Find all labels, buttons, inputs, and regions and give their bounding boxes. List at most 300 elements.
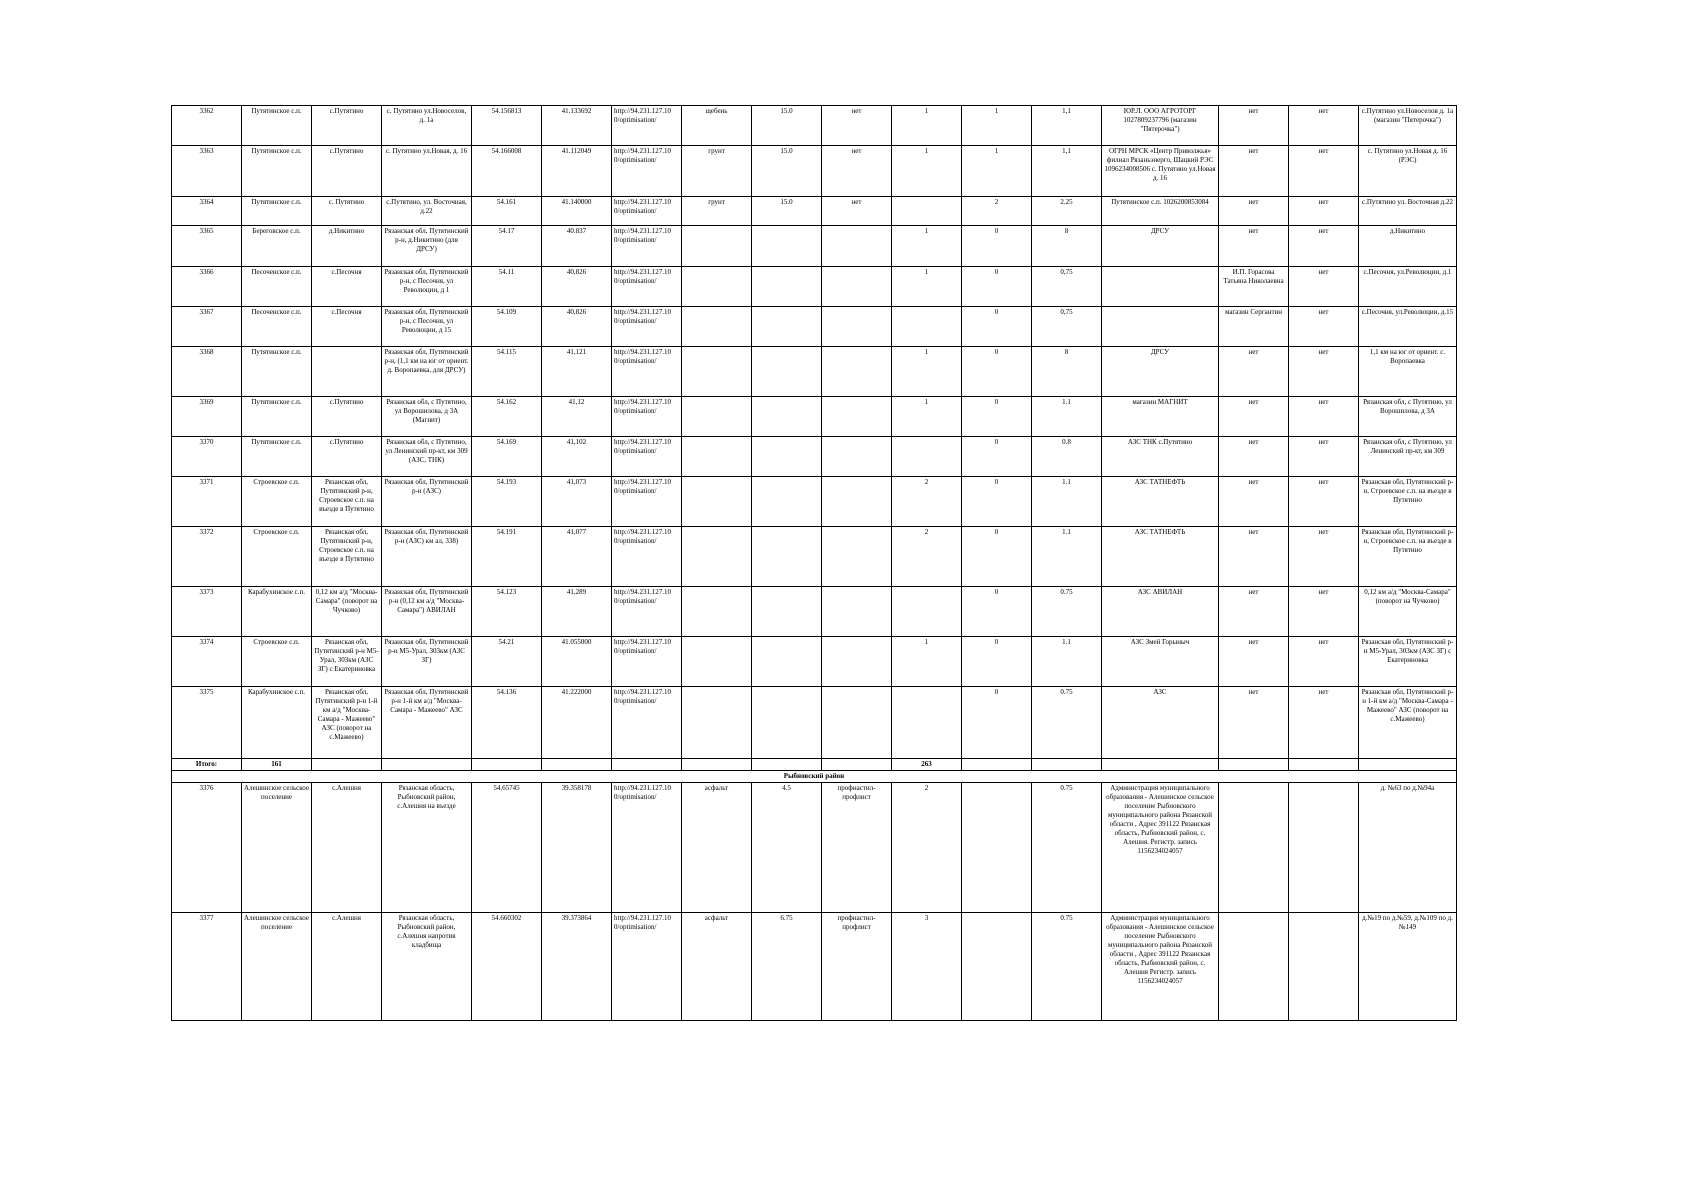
cover-cell (822, 347, 892, 397)
owner-cell: АЗС ТНК с.Путятино (1102, 437, 1219, 477)
cover-cell (822, 437, 892, 477)
cover-cell (822, 267, 892, 307)
place-cell: Рязанская обл, Путятинский р-н 1-й км а/д "Москва-Самара - Мажеево" АЗС (поворот на с.Мажеево) (312, 687, 382, 759)
latitude-cell: 54.21 (472, 637, 542, 687)
field2-cell: нет (1289, 267, 1359, 307)
area-cell (752, 397, 822, 437)
total-empty-cell (1289, 759, 1359, 771)
row-number: 3373 (172, 587, 242, 637)
owner-cell: АЗС (1102, 687, 1219, 759)
row-number: 3368 (172, 347, 242, 397)
url-cell: http://94.231.127.10 0/optimisation/ (612, 397, 682, 437)
owner-cell: АЗС АВИЛАН (1102, 587, 1219, 637)
volume-cell: 0.75 (1032, 687, 1102, 759)
latitude-cell: 54.169 (472, 437, 542, 477)
surface-cell: асфальт (682, 783, 752, 913)
containers-planned-cell: 0 (962, 437, 1032, 477)
address-cell: Рязанская обл, Путятинский р-н 1-й км а/д "Москва-Самара - Мажеево" АЗС (382, 687, 472, 759)
surface-cell (682, 587, 752, 637)
field2-cell (1289, 913, 1359, 1021)
row-number: 3366 (172, 267, 242, 307)
longitude-cell: 41.133692 (542, 106, 612, 146)
field2-cell: нет (1289, 226, 1359, 267)
place-cell: с.Песочня (312, 307, 382, 347)
containers-planned-cell: 0 (962, 637, 1032, 687)
url-cell: http://94.231.127.10 0/optimisation/ (612, 913, 682, 1021)
containers-planned-cell (962, 913, 1032, 1021)
area-cell (752, 267, 822, 307)
containers-planned-cell: 0 (962, 307, 1032, 347)
address-cell: Рязанская обл, Путятинский р-н, с Песочня, ул Революции, д 15 (382, 307, 472, 347)
settlement-cell: Алешинское сельское поселение (242, 783, 312, 913)
latitude-cell: 54.166008 (472, 146, 542, 197)
settlement-cell: Песоченское с.п. (242, 267, 312, 307)
row-number: 3363 (172, 146, 242, 197)
total-empty-cell (1359, 759, 1457, 771)
url-cell: http://94.231.127.10 0/optimisation/ (612, 347, 682, 397)
source-cell: с.Путятино ул.Новоселов д. 1а (магазин "Пятерочка") (1359, 106, 1457, 146)
address-cell: Рязанская обл, Путятинский р-н, (1,1 км на юг от ориент. д. Воропаевка, для ДРСУ) (382, 347, 472, 397)
settlement-cell: Путятинское с.п. (242, 197, 312, 226)
source-cell: 1,1 км на юг от ориент. с. Воропаевка (1359, 347, 1457, 397)
containers-cell: 1 (892, 146, 962, 197)
area-cell: 6.75 (752, 913, 822, 1021)
volume-cell: 0.8 (1032, 437, 1102, 477)
containers-cell: 1 (892, 226, 962, 267)
longitude-cell: 41,077 (542, 527, 612, 587)
area-cell (752, 637, 822, 687)
field2-cell: нет (1289, 397, 1359, 437)
containers-cell: 1 (892, 637, 962, 687)
cover-cell (822, 477, 892, 527)
row-number: 3362 (172, 106, 242, 146)
url-cell: http://94.231.127.10 0/optimisation/ (612, 267, 682, 307)
owner-cell: Администрация муниципального образования - Алешинское сельское поселение Рыбновского муниципального района Рязанской области , Адрес 391122 Рязанская область, Рыбновский район, с. Алешня Регистр. запись 1156234024057 (1102, 913, 1219, 1021)
url-cell: http://94.231.127.10 0/optimisation/ (612, 587, 682, 637)
surface-cell: асфальт (682, 913, 752, 1021)
url-cell: http://94.231.127.10 0/optimisation/ (612, 106, 682, 146)
address-cell: Рязанская область, Рыбновский район, с.Алешня на въезде (382, 783, 472, 913)
row-number: 3367 (172, 307, 242, 347)
volume-cell: 8 (1032, 226, 1102, 267)
total-count: 161 (242, 759, 312, 771)
containers-planned-cell: 2 (962, 197, 1032, 226)
address-cell: Рязанская обл, Путятинский р-н (0,12 км а/д "Москва-Самара") АВИЛАН (382, 587, 472, 637)
owner-cell: ЮР.Л. ООО АГРОТОРГ 1027809237796 (магазин "Пятерочка") (1102, 106, 1219, 146)
owner-cell (1102, 267, 1219, 307)
settlement-cell: Строевское с.п. (242, 637, 312, 687)
area-cell: 15.0 (752, 146, 822, 197)
containers-planned-cell: 0 (962, 267, 1032, 307)
area-cell (752, 687, 822, 759)
table-row (172, 146, 1457, 197)
containers-cell (892, 307, 962, 347)
cover-cell: профнастил-профлист (822, 913, 892, 1021)
table-row (172, 637, 1457, 687)
area-cell (752, 307, 822, 347)
table-row (172, 913, 1457, 1021)
source-cell: с.Путятино ул. Восточная д.22 (1359, 197, 1457, 226)
cover-cell (822, 397, 892, 437)
longitude-cell: 41.222000 (542, 687, 612, 759)
place-cell: Рязанская обл, Путятинский р-н М5-Урал, 303км (АЗС ЗГ) с Екатериновка (312, 637, 382, 687)
cover-cell: нет (822, 197, 892, 226)
url-cell: http://94.231.127.10 0/optimisation/ (612, 146, 682, 197)
latitude-cell: 54.109 (472, 307, 542, 347)
total-row (172, 759, 1457, 771)
field-cell: И.П. Горасова Татьяна Николаевна (1219, 267, 1289, 307)
row-number: 3374 (172, 637, 242, 687)
containers-planned-cell: 0 (962, 226, 1032, 267)
longitude-cell: 40,826 (542, 307, 612, 347)
address-cell: Рязанская обл, Путятинский р-н, с Песочня, ул Революции, д 1 (382, 267, 472, 307)
place-cell: с. Путятино (312, 197, 382, 226)
containers-planned-cell: 0 (962, 397, 1032, 437)
field-cell: нет (1219, 397, 1289, 437)
settlement-cell: Путятинское с.п. (242, 347, 312, 397)
latitude-cell: 54.162 (472, 397, 542, 437)
settlement-cell: Путятинское с.п. (242, 146, 312, 197)
place-cell: с.Путятино (312, 437, 382, 477)
owner-cell: магазин МАГНИТ (1102, 397, 1219, 437)
url-cell: http://94.231.127.10 0/optimisation/ (612, 437, 682, 477)
table-row (172, 587, 1457, 637)
settlement-cell: Карабухинское с.п. (242, 687, 312, 759)
total-empty-cell (1032, 759, 1102, 771)
containers-cell: 2 (892, 783, 962, 913)
containers-cell: 2 (892, 477, 962, 527)
containers-planned-cell: 0 (962, 347, 1032, 397)
field-cell: нет (1219, 226, 1289, 267)
field-cell: нет (1219, 106, 1289, 146)
url-cell: http://94.231.127.10 0/optimisation/ (612, 783, 682, 913)
volume-cell: 1.1 (1032, 527, 1102, 587)
containers-planned-cell: 0 (962, 477, 1032, 527)
source-cell: Рязанская обл, Путятинский р-н 1-й км а/д "Москва-Самара - Мажеево" АЗС (поворот на с.Мажеево) (1359, 687, 1457, 759)
total-empty-cell (312, 759, 382, 771)
longitude-cell: 41,289 (542, 587, 612, 637)
place-cell: Рязанская обл, Путятинский р-н, Строевское с.п. на въезде в Путятино (312, 527, 382, 587)
cover-cell (822, 687, 892, 759)
place-cell (312, 347, 382, 397)
source-cell: д. №63 по д.№94а (1359, 783, 1457, 913)
area-cell: 4.5 (752, 783, 822, 913)
surface-cell (682, 397, 752, 437)
cover-cell: профнастил-профлист (822, 783, 892, 913)
field2-cell: нет (1289, 587, 1359, 637)
settlement-cell: Путятинское с.п. (242, 437, 312, 477)
field-cell: нет (1219, 527, 1289, 587)
containers-planned-cell: 1 (962, 106, 1032, 146)
source-cell: с. Путятино ул.Новая д. 16 (РЭС) (1359, 146, 1457, 197)
settlement-cell: Песоченское с.п. (242, 307, 312, 347)
latitude-cell: 54.11 (472, 267, 542, 307)
surface-cell (682, 477, 752, 527)
containers-cell: 3 (892, 913, 962, 1021)
source-cell: с.Песочня, ул.Революции, д.1 (1359, 267, 1457, 307)
containers-cell (892, 587, 962, 637)
containers-planned-cell: 1 (962, 146, 1032, 197)
cover-cell (822, 527, 892, 587)
total-empty-cell (542, 759, 612, 771)
district-title: Рыбновский район (172, 771, 1457, 783)
latitude-cell: 54.191 (472, 527, 542, 587)
total-empty-cell (382, 759, 472, 771)
settlement-cell: Путятинское с.п. (242, 397, 312, 437)
table-row (172, 397, 1457, 437)
field-cell (1219, 913, 1289, 1021)
field-cell: нет (1219, 587, 1289, 637)
volume-cell: 0.75 (1032, 913, 1102, 1021)
owner-cell: АЗС ТАТНЕФТЬ (1102, 477, 1219, 527)
containers-cell: 1 (892, 267, 962, 307)
longitude-cell: 41.112049 (542, 146, 612, 197)
containers-planned-cell (962, 783, 1032, 913)
source-cell: Рязанская обл, с Путятино, ул Ленинский пр-кт, км 309 (1359, 437, 1457, 477)
latitude-cell: 54.65745 (472, 783, 542, 913)
volume-cell: 1,1 (1032, 146, 1102, 197)
source-cell: Рязанская обл, с Путятино, ул Ворошилова, д 3А (1359, 397, 1457, 437)
containers-cell (892, 197, 962, 226)
field2-cell: нет (1289, 307, 1359, 347)
table-row (172, 687, 1457, 759)
field2-cell: нет (1289, 687, 1359, 759)
url-cell: http://94.231.127.10 0/optimisation/ (612, 687, 682, 759)
table-row (172, 347, 1457, 397)
field-cell: нет (1219, 477, 1289, 527)
url-cell: http://94.231.127.10 0/optimisation/ (612, 637, 682, 687)
settlement-cell: Строевское с.п. (242, 477, 312, 527)
table-row (172, 106, 1457, 146)
area-cell (752, 437, 822, 477)
source-cell: с.Песочня, ул.Революции, д.15 (1359, 307, 1457, 347)
url-cell: http://94.231.127.10 0/optimisation/ (612, 527, 682, 587)
field-cell: нет (1219, 687, 1289, 759)
volume-cell: 0,75 (1032, 307, 1102, 347)
field2-cell: нет (1289, 106, 1359, 146)
row-number: 3376 (172, 783, 242, 913)
field2-cell: нет (1289, 477, 1359, 527)
longitude-cell: 41.055000 (542, 637, 612, 687)
containers-cell (892, 687, 962, 759)
cover-cell: нет (822, 106, 892, 146)
field2-cell: нет (1289, 347, 1359, 397)
field2-cell: нет (1289, 637, 1359, 687)
table-row (172, 307, 1457, 347)
owner-cell: АЗС Змей Горыныч (1102, 637, 1219, 687)
row-number: 3372 (172, 527, 242, 587)
latitude-cell: 54.161 (472, 197, 542, 226)
longitude-cell: 40.837 (542, 226, 612, 267)
settlement-cell: Карабухинское с.п. (242, 587, 312, 637)
row-number: 3369 (172, 397, 242, 437)
owner-cell (1102, 307, 1219, 347)
latitude-cell: 54.115 (472, 347, 542, 397)
cover-cell (822, 226, 892, 267)
source-cell: Рязанская обл, Путятинский р-н М5-Урал, 303км (АЗС ЗГ) с Екатериновка (1359, 637, 1457, 687)
area-cell (752, 347, 822, 397)
containers-planned-cell: 0 (962, 527, 1032, 587)
owner-cell: ДРСУ (1102, 347, 1219, 397)
row-number: 3364 (172, 197, 242, 226)
owner-cell: АЗС ТАТНЕФТЬ (1102, 527, 1219, 587)
source-cell: д.Никитино (1359, 226, 1457, 267)
owner-cell: ОГРН МРСК «Центр Приволжья» филиал Рязаньэнерго, Шацкий РЭС 1096234008506 с. Путятино ул.Новая д. 16 (1102, 146, 1219, 197)
total-label: Итого: (172, 759, 242, 771)
area-cell: 15.0 (752, 197, 822, 226)
longitude-cell: 41,121 (542, 347, 612, 397)
table-row (172, 267, 1457, 307)
table-row (172, 477, 1457, 527)
field-cell: магазин Сергантин (1219, 307, 1289, 347)
surface-cell: грунт (682, 197, 752, 226)
place-cell: Рязанская обл, Путятинский р-н, Строевское с.п. на въезде в Путятино (312, 477, 382, 527)
place-cell: с.Путятино (312, 106, 382, 146)
cover-cell (822, 637, 892, 687)
containers-cell (892, 437, 962, 477)
containers-cell: 1 (892, 347, 962, 397)
latitude-cell: 54.17 (472, 226, 542, 267)
table-row (172, 437, 1457, 477)
area-cell (752, 226, 822, 267)
area-cell (752, 477, 822, 527)
url-cell: http://94.231.127.10 0/optimisation/ (612, 226, 682, 267)
field-cell (1219, 783, 1289, 913)
surface-cell: грунт (682, 146, 752, 197)
place-cell: с.Алешня (312, 783, 382, 913)
total-empty-cell (682, 759, 752, 771)
registry-table (171, 105, 1457, 1021)
source-cell: Рязанская обл, Путятинский р-н, Строевское с.п. на въезде в Путятино (1359, 477, 1457, 527)
address-cell: с. Путятино ул.Новая, д. 16 (382, 146, 472, 197)
field-cell: нет (1219, 347, 1289, 397)
address-cell: Рязанская обл, Путятинский р-н М5-Урал, 303км (АЗС ЗГ) (382, 637, 472, 687)
field-cell: нет (1219, 637, 1289, 687)
latitude-cell: 54.123 (472, 587, 542, 637)
address-cell: Рязанская обл, с Путятино, ул Ворошилова, д 3А (Магнит) (382, 397, 472, 437)
field-cell: нет (1219, 146, 1289, 197)
total-empty-cell (962, 759, 1032, 771)
owner-cell: ДРСУ (1102, 226, 1219, 267)
field2-cell (1289, 783, 1359, 913)
field-cell: нет (1219, 197, 1289, 226)
address-cell: с. Путятино ул.Новоселов, д. 1а (382, 106, 472, 146)
containers-cell: 2 (892, 527, 962, 587)
row-number: 3365 (172, 226, 242, 267)
address-cell: Рязанская обл, с Путятино, ул Ленинский пр-кт, км 309 (АЗС, ТНК) (382, 437, 472, 477)
settlement-cell: Строевское с.п. (242, 527, 312, 587)
address-cell: с.Путятино, ул. Восточная, д.22 (382, 197, 472, 226)
area-cell (752, 587, 822, 637)
row-number: 3370 (172, 437, 242, 477)
settlement-cell: Алешинское сельское поселение (242, 913, 312, 1021)
settlement-cell: Береговское с.п. (242, 226, 312, 267)
longitude-cell: 41,073 (542, 477, 612, 527)
url-cell: http://94.231.127.10 0/optimisation/ (612, 307, 682, 347)
volume-cell: 1.1 (1032, 397, 1102, 437)
volume-cell: 2.25 (1032, 197, 1102, 226)
address-cell: Рязанская обл, Путятинский р-н, д.Никитино (для ДРСУ) (382, 226, 472, 267)
volume-cell: 1.1 (1032, 477, 1102, 527)
containers-cell: 1 (892, 106, 962, 146)
district-row (172, 771, 1457, 783)
table-row (172, 226, 1457, 267)
total-empty-cell (822, 759, 892, 771)
longitude-cell: 41,12 (542, 397, 612, 437)
surface-cell (682, 307, 752, 347)
place-cell: с.Путятино (312, 146, 382, 197)
row-number: 3375 (172, 687, 242, 759)
total-empty-cell (472, 759, 542, 771)
surface-cell (682, 267, 752, 307)
longitude-cell: 41,102 (542, 437, 612, 477)
cover-cell (822, 307, 892, 347)
address-cell: Рязанская область, Рыбновский район, с.Алешня напротив кладбища (382, 913, 472, 1021)
place-cell: с.Песочня (312, 267, 382, 307)
settlement-cell: Путятинское с.п. (242, 106, 312, 146)
row-number: 3377 (172, 913, 242, 1021)
row-number: 3371 (172, 477, 242, 527)
containers-planned-cell: 0 (962, 587, 1032, 637)
url-cell: http://94.231.127.10 0/optimisation/ (612, 197, 682, 226)
field2-cell: нет (1289, 437, 1359, 477)
containers-cell: 1 (892, 397, 962, 437)
field2-cell: нет (1289, 527, 1359, 587)
longitude-cell: 41.140000 (542, 197, 612, 226)
field2-cell: нет (1289, 146, 1359, 197)
volume-cell: 1,1 (1032, 106, 1102, 146)
cover-cell: нет (822, 146, 892, 197)
url-cell: http://94.231.127.10 0/optimisation/ (612, 477, 682, 527)
surface-cell (682, 226, 752, 267)
containers-planned-cell: 0 (962, 687, 1032, 759)
latitude-cell: 54.660302 (472, 913, 542, 1021)
place-cell: 0,12 км а/д "Москва-Самара" (поворот на Чучково) (312, 587, 382, 637)
latitude-cell: 54.136 (472, 687, 542, 759)
surface-cell (682, 527, 752, 587)
surface-cell (682, 637, 752, 687)
latitude-cell: 54.156813 (472, 106, 542, 146)
table-row (172, 197, 1457, 226)
surface-cell (682, 347, 752, 397)
place-cell: с.Алешня (312, 913, 382, 1021)
area-cell (752, 527, 822, 587)
source-cell: 0,12 км а/д "Москва-Самара" (поворот на Чучково) (1359, 587, 1457, 637)
table-row (172, 783, 1457, 913)
total-sum: 263 (892, 759, 962, 771)
address-cell: Рязанская обл, Путятинский р-н (АЗС) (382, 477, 472, 527)
owner-cell: Администрация муниципального образования - Алешинское сельское поселение Рыбновского муниципального района Рязанской области , Адрес 391122 Рязанская область, Рыбновский район, с. Алешня. Регистр. запись 1156234024057 (1102, 783, 1219, 913)
table-row (172, 527, 1457, 587)
total-empty-cell (1102, 759, 1219, 771)
field2-cell: нет (1289, 197, 1359, 226)
place-cell: с.Путятино (312, 397, 382, 437)
total-empty-cell (612, 759, 682, 771)
surface-cell (682, 687, 752, 759)
cover-cell (822, 587, 892, 637)
volume-cell: 0,75 (1032, 267, 1102, 307)
total-empty-cell (752, 759, 822, 771)
longitude-cell: 39.358178 (542, 783, 612, 913)
source-cell: Рязанская обл, Путятинский р-н, Строевское с.п. на въезде в Путятино (1359, 527, 1457, 587)
area-cell: 15.0 (752, 106, 822, 146)
volume-cell: 0.75 (1032, 587, 1102, 637)
field-cell: нет (1219, 437, 1289, 477)
longitude-cell: 40,826 (542, 267, 612, 307)
owner-cell: Путятинское с.п. 1026200853084 (1102, 197, 1219, 226)
volume-cell: 0.75 (1032, 783, 1102, 913)
total-empty-cell (1219, 759, 1289, 771)
